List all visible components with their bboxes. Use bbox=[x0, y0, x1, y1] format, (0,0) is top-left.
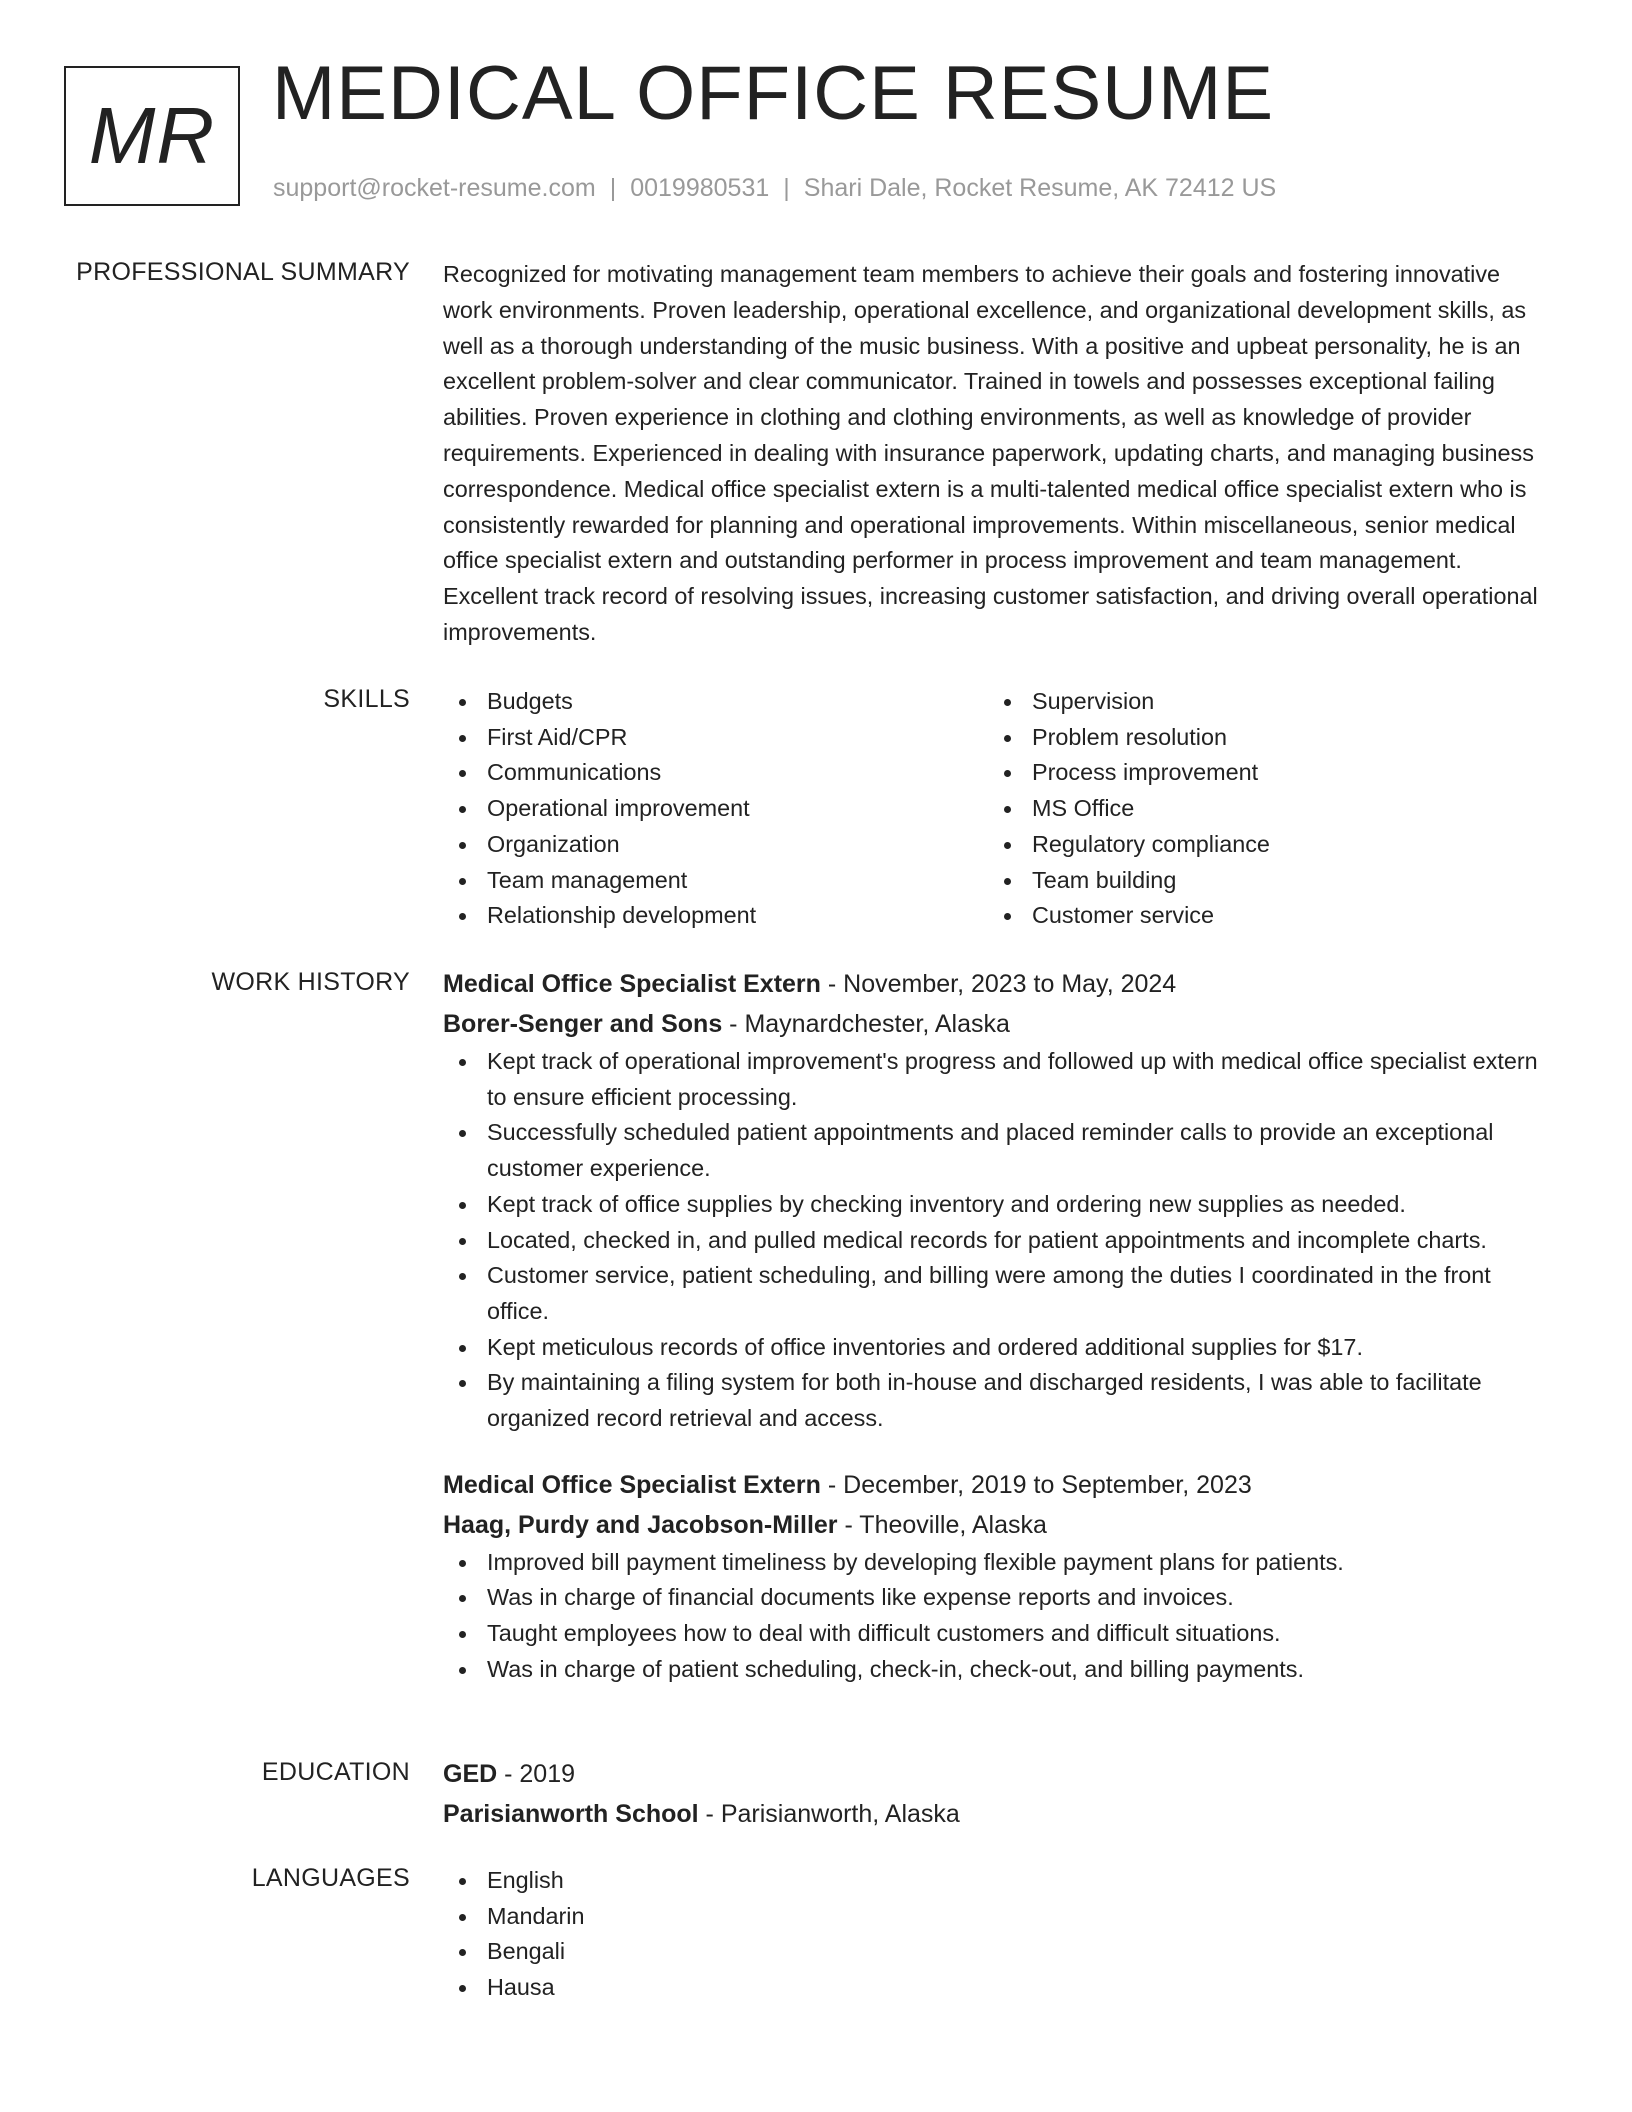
list-item: Bengali bbox=[443, 1934, 1553, 1970]
job-location: Theoville, Alaska bbox=[859, 1510, 1047, 1539]
skills-column-left bbox=[443, 684, 988, 934]
skills-grid bbox=[443, 684, 1553, 934]
list-item: By maintaining a filing system for both in-house and discharged residents, I was able to facilitate organized record retrieval and access. bbox=[443, 1365, 1553, 1436]
section-label-education: EDUCATION bbox=[261, 1758, 410, 1786]
resume-title: MEDICAL OFFICE RESUME bbox=[272, 51, 1275, 136]
job-company-line: Haag, Purdy and Jacobson-Miller - Theoville, Alaska bbox=[443, 1510, 1047, 1539]
summary-body bbox=[443, 257, 1553, 651]
skills-body bbox=[443, 684, 1553, 934]
job-title-line: Medical Office Specialist Extern - December, 2019 to September, 2023 bbox=[443, 1470, 1252, 1499]
education-degree-line: GED - 2019 bbox=[443, 1760, 576, 1788]
list-item: Kept track of operational improvement's progress and followed up with medical office specialist extern to ensure efficient processing. bbox=[443, 1044, 1553, 1115]
list-item: Successfully scheduled patient appointments and placed reminder calls to provide an exceptional customer experience. bbox=[443, 1115, 1553, 1186]
list-item: Problem resolution bbox=[988, 720, 1533, 756]
monogram: MR bbox=[64, 66, 240, 206]
job-bullets bbox=[443, 1044, 1553, 1437]
list-item: Operational improvement bbox=[443, 791, 988, 827]
contact-separator: | bbox=[783, 174, 790, 202]
languages-list bbox=[443, 1863, 1553, 2006]
job-dates: December, 2019 to September, 2023 bbox=[843, 1470, 1252, 1499]
list-item: Taught employees how to deal with difficult customers and difficult situations. bbox=[443, 1616, 1553, 1652]
section-label-languages: LANGUAGES bbox=[251, 1864, 410, 1892]
list-item: Relationship development bbox=[443, 898, 988, 934]
skills-column-right bbox=[988, 684, 1533, 934]
contact-address: Shari Dale, Rocket Resume, AK 72412 US bbox=[803, 174, 1277, 202]
job-bullets bbox=[443, 1545, 1553, 1688]
education-location: Parisianworth, Alaska bbox=[720, 1800, 960, 1828]
languages-body bbox=[443, 1863, 1553, 2006]
section-label-skills: SKILLS bbox=[323, 685, 410, 713]
contact-phone[interactable]: 0019980531 bbox=[630, 174, 770, 202]
list-item: Team building bbox=[988, 863, 1533, 899]
list-item: Organization bbox=[443, 827, 988, 863]
contact-line bbox=[273, 174, 1276, 203]
work-body bbox=[443, 964, 1553, 1688]
list-item: Budgets bbox=[443, 684, 988, 720]
job-dates: November, 2023 to May, 2024 bbox=[843, 970, 1177, 998]
list-item: Hausa bbox=[443, 1970, 1553, 2006]
list-item: Customer service, patient scheduling, and billing were among the duties I coordinated in the front office. bbox=[443, 1258, 1553, 1329]
list-item: Team management bbox=[443, 863, 988, 899]
education-school: Parisianworth School bbox=[443, 1800, 699, 1828]
list-item: Regulatory compliance bbox=[988, 827, 1533, 863]
job-company-line: Borer-Senger and Sons - Maynardchester, Alaska bbox=[443, 1010, 1010, 1038]
section-label-summary: PROFESSIONAL SUMMARY bbox=[76, 258, 410, 286]
list-item: MS Office bbox=[988, 791, 1533, 827]
education-school-line: Parisianworth School - Parisianworth, Alaska bbox=[443, 1800, 960, 1828]
job-entry bbox=[443, 964, 1553, 1437]
list-item: English bbox=[443, 1863, 1553, 1899]
list-item: First Aid/CPR bbox=[443, 720, 988, 756]
job-title-line: Medical Office Specialist Extern - November, 2023 to May, 2024 bbox=[443, 970, 1177, 998]
education-body bbox=[443, 1754, 1553, 1834]
list-item: Communications bbox=[443, 755, 988, 791]
list-item: Customer service bbox=[988, 898, 1533, 934]
list-item: Kept meticulous records of office inventories and ordered additional supplies for $17. bbox=[443, 1330, 1553, 1366]
list-item: Improved bill payment timeliness by developing flexible payment plans for patients. bbox=[443, 1545, 1553, 1581]
list-item: Kept track of office supplies by checking inventory and ordering new supplies as needed. bbox=[443, 1187, 1553, 1223]
job-company: Borer-Senger and Sons bbox=[443, 1010, 723, 1038]
list-item: Supervision bbox=[988, 684, 1533, 720]
list-item: Was in charge of patient scheduling, check-in, check-out, and billing payments. bbox=[443, 1652, 1553, 1688]
list-item: Process improvement bbox=[988, 755, 1533, 791]
job-location: Maynardchester, Alaska bbox=[744, 1010, 1010, 1038]
education-year: 2019 bbox=[519, 1760, 576, 1788]
summary-text: Recognized for motivating management team members to achieve their goals and fostering innovative work environments. Proven leadership, operational excellence, and organizational development skills, as well as a thorough understanding of the music business. With a positive and upbeat personality, he is an excellent problem-solver and clear communicator. Trained in towels and possesses exceptional failing abilities. Proven experience in clothing and clothing environments, as well as knowledge of provider requirements. Experienced in dealing with insurance paperwork, updating charts, and managing business correspondence. Medical office specialist extern is a multi-talented medical office specialist extern who is consistently rewarded for planning and operational improvements. Within miscellaneous, senior medical office specialist extern and outstanding performer in process improvement and team management. Excellent track record of resolving issues, increasing customer satisfaction, and driving overall operational improvements. bbox=[443, 261, 1538, 645]
job-entry bbox=[443, 1465, 1553, 1688]
education-degree: GED bbox=[443, 1760, 498, 1788]
job-company: Haag, Purdy and Jacobson-Miller bbox=[443, 1510, 838, 1539]
section-label-work: WORK HISTORY bbox=[211, 968, 410, 996]
contact-separator: | bbox=[609, 174, 617, 202]
list-item: Mandarin bbox=[443, 1899, 1553, 1935]
list-item: Was in charge of financial documents like expense reports and invoices. bbox=[443, 1580, 1553, 1616]
job-title: Medical Office Specialist Extern bbox=[443, 1470, 821, 1499]
job-title: Medical Office Specialist Extern bbox=[443, 970, 821, 998]
list-item: Located, checked in, and pulled medical records for patient appointments and incomplete charts. bbox=[443, 1223, 1553, 1259]
contact-email[interactable]: support@rocket-resume.com bbox=[273, 174, 596, 202]
